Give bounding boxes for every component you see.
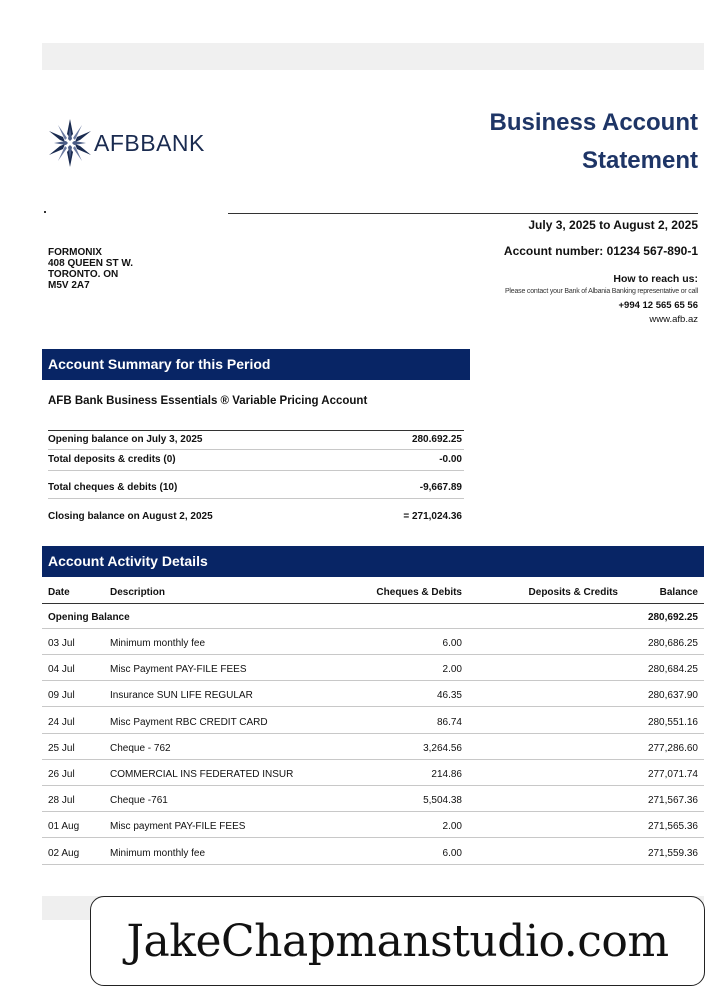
summary-row-closing [48, 508, 464, 528]
summary-label: Opening balance on July 3, 2025 [48, 434, 203, 445]
txn-description: Misc Payment PAY-FILE FEES [110, 664, 247, 675]
summary-label: Closing balance on August 2, 2025 [48, 511, 213, 522]
statement-title-line2: Statement [581, 147, 698, 174]
bank-logo [48, 118, 205, 168]
bank-name: AFBBANK [94, 129, 205, 156]
txn-date: 03 Jul [48, 638, 75, 649]
activity-row [42, 684, 704, 707]
txn-description: Insurance SUN LIFE REGULAR [110, 690, 253, 701]
txn-description: Misc Payment RBC CREDIT CARD [110, 717, 268, 728]
txn-balance: 280,684.25 [647, 664, 698, 675]
statement-title [490, 104, 699, 180]
txn-balance: 280,551.16 [647, 717, 698, 728]
txn-debit: 2.00 [442, 664, 462, 675]
txn-description: COMMERCIAL INS FEDERATED INSUR [110, 769, 294, 780]
txn-debit: 5,504.38 [423, 795, 462, 806]
star-logo-icon [48, 118, 92, 168]
txn-description: Cheque -761 [110, 795, 168, 806]
txn-balance: 277,286.60 [647, 743, 698, 754]
txn-balance: 271,567.36 [647, 795, 698, 806]
account-number: Account number: 01234 567-890-1 [503, 244, 698, 258]
top-band [42, 43, 704, 70]
txn-date: 24 Jul [48, 717, 75, 728]
statement-title-line1: Business Account [489, 109, 698, 136]
contact-note: Please contact your Bank of Albania Banking representative or call [504, 288, 698, 295]
col-description: Description [110, 587, 166, 598]
summary-label: Total cheques & debits (10) [48, 482, 178, 493]
activity-row [42, 632, 704, 655]
txn-balance: 280,686.25 [647, 638, 698, 649]
address-line: 408 QUEEN ST W. [48, 258, 134, 269]
txn-debit: 214.86 [431, 769, 462, 780]
txn-date: 01 Aug [48, 821, 80, 832]
summary-label: Total deposits & credits (0) [48, 454, 176, 465]
txn-date: 28 Jul [48, 795, 75, 806]
marker-dot [44, 211, 46, 213]
activity-row [42, 842, 704, 865]
summary-row-debits [48, 479, 464, 499]
activity-row [42, 815, 704, 838]
txn-date: 09 Jul [48, 690, 75, 701]
txn-debit: 2.00 [442, 821, 462, 832]
txn-date: 26 Jul [48, 769, 75, 780]
summary-header: Account Summary for this Period [42, 349, 470, 380]
watermark-banner [90, 896, 705, 986]
txn-balance: 277,071.74 [647, 769, 698, 780]
summary-value: -9,667.89 [419, 482, 462, 493]
contact-phone: +994 12 565 65 56 [618, 300, 698, 311]
txn-date: 25 Jul [48, 743, 75, 754]
customer-address [48, 247, 133, 291]
txn-debit: 86.74 [436, 717, 462, 728]
activity-row [42, 658, 704, 681]
txn-description: Minimum monthly fee [110, 848, 206, 859]
activity-row [42, 737, 704, 760]
summary-row-opening [48, 430, 464, 450]
address-line: TORONTO. ON [48, 269, 119, 280]
activity-column-headers [42, 578, 704, 604]
summary-value: -0.00 [439, 454, 462, 465]
txn-debit: 6.00 [442, 848, 462, 859]
contact-website: www.afb.az [649, 314, 698, 325]
txn-debit: 46.35 [436, 690, 462, 701]
account-product: AFB Bank Business Essentials ® Variable Pricing Account [48, 395, 368, 407]
txn-date: 02 Aug [48, 848, 80, 859]
activity-header: Account Activity Details [42, 546, 704, 577]
watermark-text: JakeChapmanstudio.com [126, 915, 669, 967]
txn-description: Minimum monthly fee [110, 638, 206, 649]
txn-description: Cheque - 762 [110, 743, 171, 754]
col-credits: Deposits & Credits [528, 587, 618, 598]
contact-title: How to reach us: [613, 273, 698, 285]
summary-value: 280.692.25 [411, 434, 462, 445]
col-date: Date [48, 587, 70, 598]
txn-date: 04 Jul [48, 664, 75, 675]
activity-row [42, 763, 704, 786]
txn-debit: 3,264.56 [423, 743, 462, 754]
col-balance: Balance [659, 587, 698, 598]
address-line: M5V 2A7 [48, 280, 90, 291]
summary-value: = 271,024.36 [403, 511, 462, 522]
txn-balance: 271,565.36 [647, 821, 698, 832]
header-divider [228, 213, 698, 214]
txn-debit: 6.00 [442, 638, 462, 649]
txn-balance: 280,637.90 [647, 690, 698, 701]
opening-label: Opening Balance [48, 612, 130, 623]
txn-balance: 271,559.36 [647, 848, 698, 859]
summary-row-deposits [48, 451, 464, 471]
txn-description: Misc payment PAY-FILE FEES [110, 821, 246, 832]
activity-row [42, 789, 704, 812]
address-line: FORMONIX [48, 247, 102, 258]
opening-balance-row [42, 606, 704, 629]
statement-period: July 3, 2025 to August 2, 2025 [528, 218, 698, 232]
activity-row [42, 711, 704, 734]
col-debits: Cheques & Debits [376, 587, 462, 598]
opening-balance: 280,692.25 [647, 612, 698, 623]
